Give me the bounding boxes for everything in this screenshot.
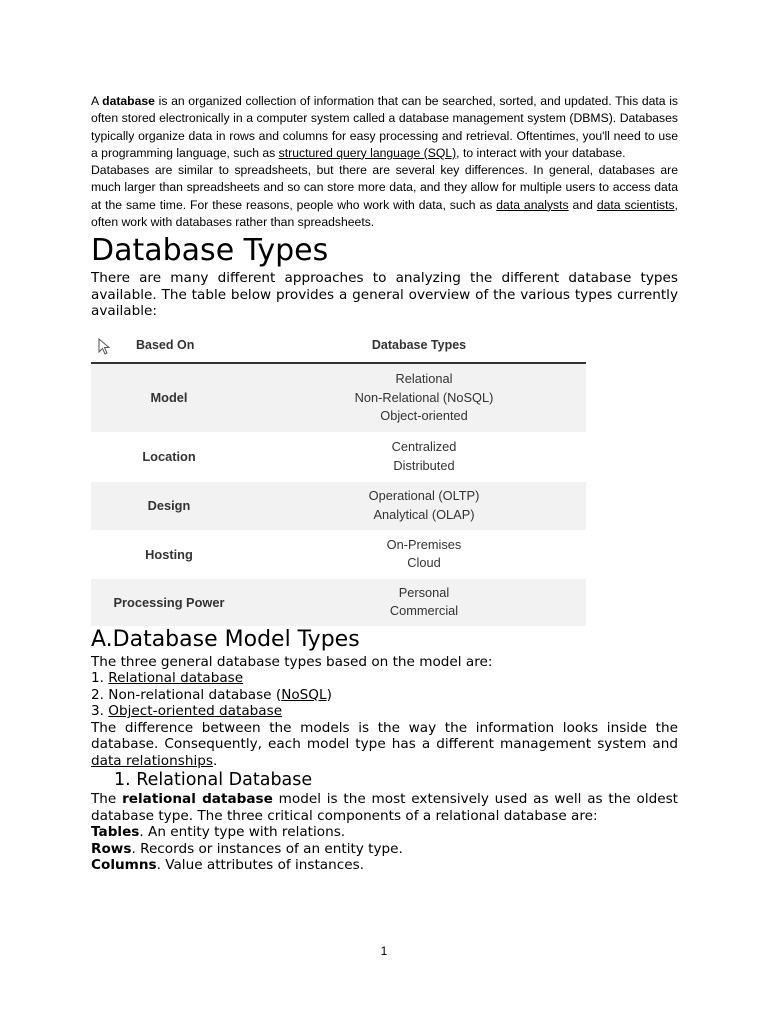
text: , to interact with your database.: [456, 145, 626, 160]
header-based-on: Based On: [136, 338, 195, 353]
table-header: [91, 329, 586, 364]
type-value: Personal: [398, 584, 450, 600]
component-tables: [91, 824, 678, 841]
model-types-intro: The three general database types based on the model are:: [91, 653, 493, 670]
heading-database-types: Database Types: [91, 233, 329, 269]
list-text: ): [326, 686, 332, 703]
nosql-link[interactable]: NoSQL: [281, 686, 327, 703]
row-types: [247, 584, 586, 621]
data-relationships-link[interactable]: data relationships: [91, 752, 213, 769]
type-value: Relational: [395, 371, 453, 387]
type-value: Centralized: [391, 439, 457, 455]
bold-term: database: [102, 94, 155, 108]
list-number: 3.: [91, 703, 109, 720]
table-row: [91, 530, 586, 579]
type-value: Commercial: [389, 603, 459, 619]
component-rows: [91, 841, 678, 858]
document-page: [91, 93, 678, 874]
data-scientists-link[interactable]: data scientists: [596, 197, 675, 212]
database-types-table: [91, 329, 586, 626]
bold-term: Tables: [91, 824, 140, 841]
row-types: [247, 536, 586, 573]
text: and: [568, 197, 597, 212]
text: . An entity type with relations.: [139, 824, 346, 841]
bold-term: Columns: [91, 857, 157, 874]
type-value: Operational (OLTP): [368, 488, 480, 504]
bold-term: relational database: [122, 791, 273, 808]
model-difference-paragraph: [91, 720, 678, 770]
relational-paragraph: [91, 791, 678, 824]
type-value: On-Premises: [386, 536, 462, 552]
heading-model-types: A.Database Model Types: [91, 626, 360, 652]
table-row: [91, 364, 586, 432]
type-value: Analytical (OLAP): [373, 506, 475, 522]
row-label: Processing Power: [113, 594, 225, 610]
type-value: Cloud: [407, 555, 441, 571]
row-label: Hosting: [145, 546, 193, 562]
page-number: 1: [380, 944, 388, 958]
text: . Records or instances of an entity type.: [131, 840, 403, 857]
bold-term: Rows: [91, 840, 132, 857]
table-row: [91, 579, 586, 626]
object-oriented-database-link[interactable]: Object-oriented database: [108, 703, 283, 720]
table-row: [91, 482, 586, 530]
text: .: [212, 752, 218, 769]
heading-relational-database: 1. Relational Database: [114, 770, 313, 791]
type-value: Distributed: [393, 457, 455, 473]
text: A: [91, 94, 103, 108]
text: model is the most extensively used as well as the oldest database type. The three critical components of a relational database are:: [91, 791, 679, 824]
table-row: [91, 432, 586, 482]
row-types: [247, 370, 586, 426]
list-item: [91, 703, 678, 720]
relational-database-link[interactable]: Relational database: [108, 670, 244, 687]
text: The: [91, 791, 123, 808]
sql-link[interactable]: structured query language (SQL): [278, 145, 457, 160]
component-columns: [91, 857, 678, 874]
list-number: 1.: [91, 670, 109, 687]
mouse-cursor-icon: [98, 338, 112, 356]
row-label: Location: [142, 449, 196, 465]
row-label: Model: [150, 390, 188, 406]
row-label: Design: [147, 498, 191, 514]
text: , often work with databases rather than spreadsheets.: [91, 197, 678, 230]
list-item: [91, 687, 678, 704]
row-types: [247, 487, 586, 524]
database-types-paragraph: There are many different approaches to analyzing the different database types available. The table below provides a general overview of the various types currently available:: [91, 270, 678, 320]
text: Databases are similar to spreadsheets, but there are several key differences. In general, databases are much larger than spreadsheets and so can store more data, and they allow for multiple users to access data at the same time. For these reasons, people who work with data, such as: [91, 163, 678, 212]
intro-paragraph-1: [91, 93, 678, 162]
data-analysts-link[interactable]: data analysts: [496, 197, 569, 212]
type-value: Object-oriented: [380, 408, 468, 424]
header-database-types: Database Types: [371, 338, 467, 353]
text: is an organized collection of information that can be searched, sorted, and updated. This data is often stored electronically in a computer system called a database management system (DBMS). Databases typically organize data in rows and columns for easy processing and retrieval. Oftentimes, you'll need to use a programming language, such as: [91, 94, 679, 160]
type-value: Non-Relational (NoSQL): [354, 389, 494, 405]
text: The difference between the models is the way the information looks inside the database. Consequently, each model type has a different management system and: [91, 719, 678, 753]
list-item: [91, 670, 678, 687]
list-text: 2. Non-relational database (: [91, 686, 282, 703]
intro-paragraph-2: [91, 162, 678, 231]
row-types: [247, 438, 586, 475]
text: . Value attributes of instances.: [156, 857, 364, 874]
